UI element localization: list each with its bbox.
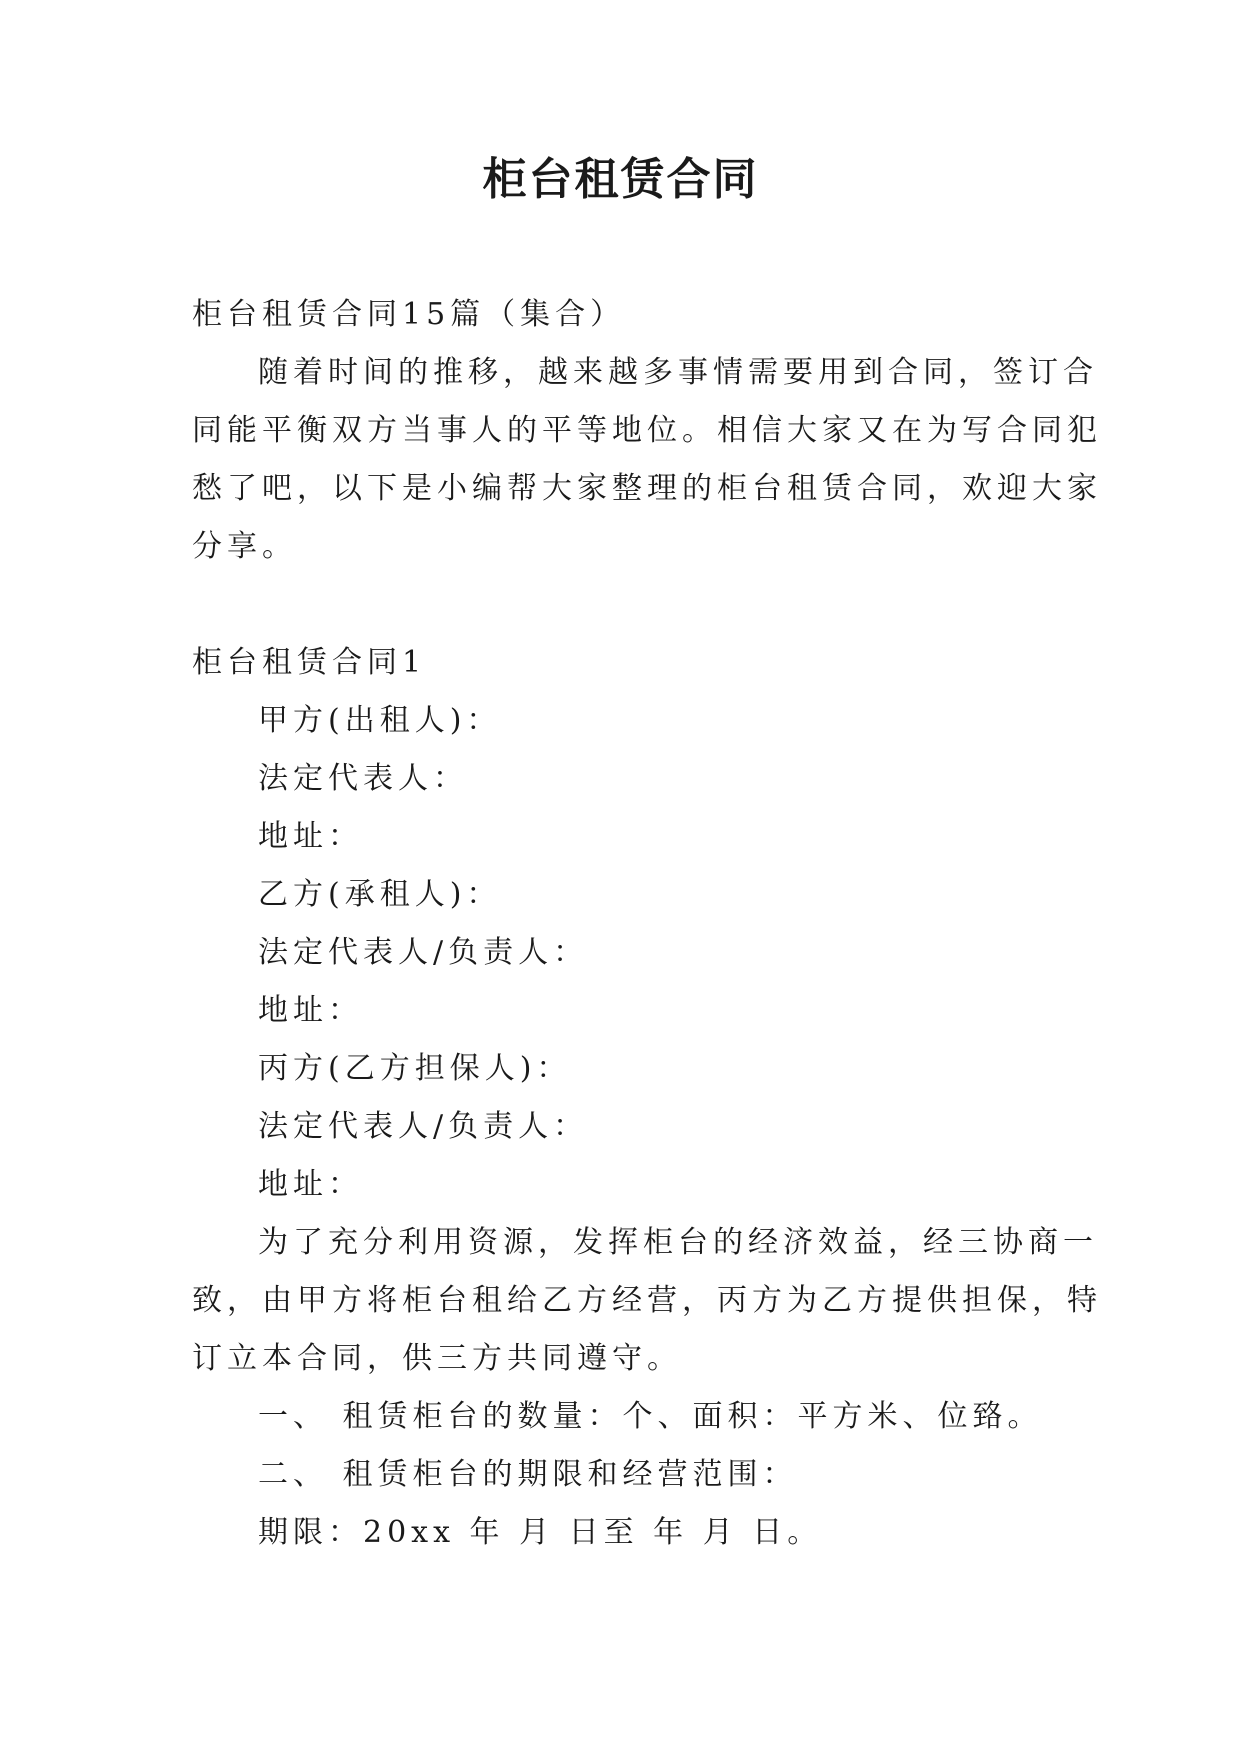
party-c-representative-label: 法定代表人/负责人： [258,1109,589,1144]
clause-two: 二、 租赁柜台的期限和经营范围： [258,1457,798,1492]
party-b-address-label: 地址： [258,993,363,1028]
party-a-address-label: 地址： [258,819,363,854]
purpose-paragraph-line: 为了充分利用资源，发挥柜台的经济效益，经三协商一 [258,1225,1098,1260]
contract-heading: 柜台租赁合同1 [192,645,427,680]
purpose-paragraph-line: 致，由甲方将柜台租给乙方经营，丙方为乙方提供担保，特 [192,1283,1102,1318]
purpose-paragraph-line: 订立本合同，供三方共同遵守。 [192,1341,682,1376]
intro-paragraph-line: 同能平衡双方当事人的平等地位。相信大家又在为写合同犯 [192,413,1102,448]
collection-heading: 柜台租赁合同15篇（集合） [192,297,626,332]
document-body [192,286,1102,1562]
party-a-representative-label: 法定代表人： [258,761,468,796]
intro-paragraph-line: 随着时间的推移，越来越多事情需要用到合同，签订合 [258,355,1098,390]
party-a-label: 甲方(出租人)： [258,703,502,738]
section-spacer [192,576,1054,634]
term-line: 期限：20xx 年 月 日至 年 月 日。 [258,1515,823,1550]
party-b-representative-label: 法定代表人/负责人： [258,935,589,970]
party-b-label: 乙方(承租人)： [258,877,502,912]
party-c-address-label: 地址： [258,1167,363,1202]
document-title: 柜台租赁合同 [482,154,759,205]
clause-one: 一、 租赁柜台的数量：个、面积：平方米、位臵。 [258,1399,1043,1434]
intro-paragraph-line: 分享。 [192,529,297,564]
party-c-label: 丙方(乙方担保人)： [258,1051,572,1086]
intro-paragraph-line: 愁了吧，以下是小编帮大家整理的柜台租赁合同，欢迎大家 [192,471,1102,506]
